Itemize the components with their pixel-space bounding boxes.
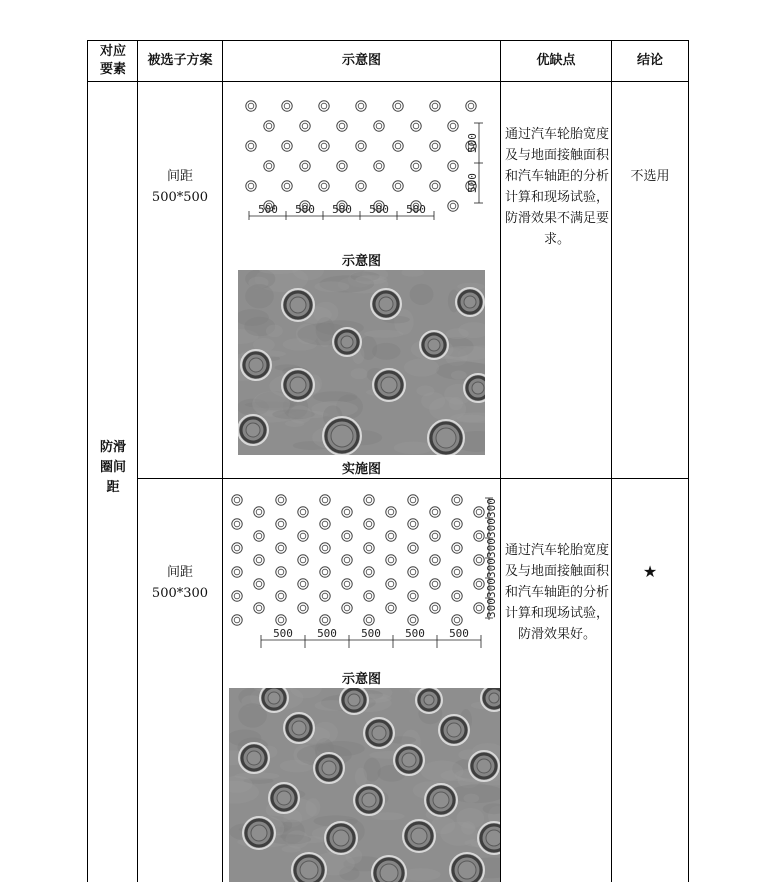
ring-inner (388, 557, 394, 563)
dimension-label: 300 (485, 598, 498, 618)
ring-inner (376, 123, 382, 129)
ring-inner (454, 545, 460, 551)
ring-inner (321, 103, 327, 109)
ring-inner (278, 593, 284, 599)
ring-outer (364, 567, 374, 577)
ring-outer (364, 495, 374, 505)
ring-inner (476, 509, 482, 515)
ring-inner (376, 163, 382, 169)
ring-inner (432, 605, 438, 611)
ring-outer (282, 141, 292, 151)
concrete-mottle (364, 330, 404, 338)
ring-inner (410, 569, 416, 575)
ring-outer (474, 555, 484, 565)
ring-inner (339, 123, 345, 129)
ring-outer (300, 121, 310, 131)
ring-inner (284, 183, 290, 189)
ring-outer (452, 591, 462, 601)
merged-element-label: 防滑圈间距 (99, 440, 126, 495)
ring-inner (388, 533, 394, 539)
ring-outer (254, 531, 264, 541)
ring-inner (322, 545, 328, 551)
ring-inner (454, 569, 460, 575)
header-conclusion: 结论 (636, 52, 663, 68)
ring-outer (232, 519, 242, 529)
ring-outer (232, 543, 242, 553)
dimension-label: 500 (332, 203, 352, 216)
row1-photo (238, 270, 485, 455)
ring-inner (248, 183, 254, 189)
ring-outer (364, 519, 374, 529)
embossed-ring-inner (381, 377, 397, 393)
concrete-mottle (355, 275, 387, 284)
row-divider (137, 478, 689, 479)
ring-inner (278, 497, 284, 503)
ring-inner (322, 521, 328, 527)
ring-outer (452, 495, 462, 505)
ring-inner (454, 617, 460, 623)
ring-inner (234, 593, 240, 599)
ring-inner (278, 569, 284, 575)
embossed-ring-inner (292, 721, 306, 735)
row1-conclusion: 不选用 (630, 169, 670, 184)
ring-inner (321, 143, 327, 149)
ring-inner (284, 103, 290, 109)
ring-outer (386, 579, 396, 589)
ring-inner (322, 593, 328, 599)
ring-outer (254, 579, 264, 589)
ring-inner (256, 557, 262, 563)
embossed-ring-inner (322, 761, 336, 775)
embossed-ring-inner (372, 726, 386, 740)
ring-outer (474, 531, 484, 541)
ring-outer (408, 543, 418, 553)
embossed-ring-inner (464, 296, 476, 308)
ring-inner (366, 617, 372, 623)
ring-inner (432, 557, 438, 563)
ring-outer (448, 201, 458, 211)
row1-diagram (239, 96, 499, 236)
row2-option-value: 500*300 (151, 586, 209, 601)
ring-outer (298, 579, 308, 589)
ring-outer (448, 121, 458, 131)
ring-inner (366, 545, 372, 551)
ring-outer (356, 141, 366, 151)
concrete-texture (229, 688, 500, 882)
ring-outer (276, 615, 286, 625)
row1-pros-cons: 通过汽车轮胎宽度及与地面接触面积和汽车轴距的分析计算和现场试验，防滑效果不满足要求。 (505, 127, 610, 247)
ring-outer (452, 519, 462, 529)
ring-inner (395, 143, 401, 149)
row1-option-label: 间距 (166, 169, 193, 184)
embossed-ring-inner (486, 830, 500, 846)
concrete-mottle (457, 283, 485, 291)
ring-outer (276, 519, 286, 529)
row1-option-value: 500*500 (151, 190, 209, 205)
ring-inner (344, 533, 350, 539)
dimension-label: 300 (485, 538, 498, 558)
ring-outer (430, 507, 440, 517)
ring-inner (454, 497, 460, 503)
ring-outer (264, 121, 274, 131)
embossed-ring-inner (268, 692, 280, 704)
row2-conclusion-star: ★ (642, 562, 658, 581)
ring-outer (356, 181, 366, 191)
ring-inner (278, 617, 284, 623)
ring-inner (366, 593, 372, 599)
concrete-mottle (463, 794, 479, 803)
row2-diagram-caption: 示意图 (341, 672, 381, 687)
ring-inner (339, 163, 345, 169)
ring-inner (450, 203, 456, 209)
table-border-right (688, 40, 689, 882)
ring-outer (320, 519, 330, 529)
embossed-ring-inner (331, 425, 353, 447)
ring-inner (413, 123, 419, 129)
ring-inner (278, 545, 284, 551)
concrete-mottle (272, 409, 314, 419)
ring-outer (282, 101, 292, 111)
ring-inner (344, 581, 350, 587)
ring-outer (408, 519, 418, 529)
ring-outer (254, 507, 264, 517)
concrete-mottle (394, 442, 433, 455)
ring-inner (266, 163, 272, 169)
ring-inner (322, 497, 328, 503)
embossed-ring-inner (246, 423, 260, 437)
dimension-label: 500 (295, 203, 315, 216)
ring-outer (320, 591, 330, 601)
dimension-label: 500 (466, 173, 479, 193)
concrete-mottle (446, 328, 469, 339)
ring-inner (388, 605, 394, 611)
concrete-mottle (355, 768, 367, 786)
ring-outer (374, 121, 384, 131)
ring-inner (450, 123, 456, 129)
ring-outer (264, 161, 274, 171)
concrete-mottle (266, 325, 283, 338)
embossed-ring-inner (277, 791, 291, 805)
ring-outer (452, 543, 462, 553)
ring-outer (408, 615, 418, 625)
dimension-label: 300 (485, 518, 498, 538)
ring-inner (410, 497, 416, 503)
ring-inner (358, 103, 364, 109)
embossed-ring-inner (362, 793, 376, 807)
ring-inner (395, 183, 401, 189)
ring-outer (393, 101, 403, 111)
embossed-ring-inner (379, 297, 393, 311)
ring-inner (278, 521, 284, 527)
header-divider (87, 81, 689, 82)
ring-outer (364, 543, 374, 553)
ring-outer (298, 555, 308, 565)
comparison-table (87, 40, 689, 882)
row2-option-label: 间距 (166, 565, 193, 580)
concrete-mottle (351, 368, 368, 379)
ring-outer (232, 591, 242, 601)
concrete-mottle (306, 798, 321, 817)
dimension-label: 500 (449, 627, 469, 640)
ring-inner (300, 533, 306, 539)
ring-inner (454, 593, 460, 599)
ring-outer (246, 181, 256, 191)
ring-inner (432, 509, 438, 515)
embossed-ring-inner (251, 825, 267, 841)
ring-outer (254, 555, 264, 565)
dimension-label: 500 (466, 133, 479, 153)
ring-outer (408, 567, 418, 577)
ring-inner (410, 593, 416, 599)
ring-outer (319, 181, 329, 191)
ring-outer (386, 531, 396, 541)
embossed-ring-inner (247, 751, 261, 765)
ring-outer (276, 495, 286, 505)
ring-outer (474, 579, 484, 589)
ring-inner (322, 569, 328, 575)
ring-inner (358, 143, 364, 149)
ring-inner (432, 183, 438, 189)
ring-outer (276, 591, 286, 601)
ring-inner (410, 617, 416, 623)
ring-outer (452, 567, 462, 577)
embossed-ring-inner (249, 358, 263, 372)
ring-outer (364, 615, 374, 625)
ring-outer (337, 161, 347, 171)
ring-outer (320, 567, 330, 577)
ring-inner (395, 103, 401, 109)
embossed-ring-inner (458, 861, 476, 879)
ring-inner (344, 605, 350, 611)
dimension-label: 500 (369, 203, 389, 216)
ring-inner (266, 123, 272, 129)
header-element: 对应要素 (99, 43, 126, 77)
ring-outer (276, 567, 286, 577)
ring-inner (358, 183, 364, 189)
ring-inner (321, 183, 327, 189)
embossed-ring-inner (489, 693, 499, 703)
concrete-mottle (451, 371, 467, 380)
ring-outer (430, 603, 440, 613)
embossed-ring-inner (436, 428, 456, 448)
ring-outer (430, 141, 440, 151)
ring-outer (232, 495, 242, 505)
ring-outer (298, 507, 308, 517)
ring-inner (450, 163, 456, 169)
embossed-ring-inner (428, 339, 440, 351)
ring-inner (432, 581, 438, 587)
embossed-ring-inner (411, 828, 427, 844)
embossed-ring-inner (477, 759, 491, 773)
concrete-mottle (457, 808, 485, 829)
ring-outer (254, 603, 264, 613)
embossed-ring-inner (333, 830, 349, 846)
ring-inner (300, 581, 306, 587)
embossed-ring-inner (380, 864, 398, 882)
embossed-ring-inner (402, 753, 416, 767)
ring-inner (256, 509, 262, 515)
ring-outer (342, 555, 352, 565)
ring-outer (298, 531, 308, 541)
ring-outer (342, 531, 352, 541)
ring-outer (386, 555, 396, 565)
ring-inner (410, 545, 416, 551)
ring-inner (432, 533, 438, 539)
embossed-ring-inner (433, 792, 449, 808)
dimension-label: 500 (361, 627, 381, 640)
embossed-ring-inner (472, 382, 484, 394)
table-border-left (87, 40, 88, 882)
ring-inner (476, 581, 482, 587)
dimension-label: 300 (485, 558, 498, 578)
ring-inner (366, 497, 372, 503)
ring-outer (386, 507, 396, 517)
ring-inner (234, 569, 240, 575)
ring-inner (234, 545, 240, 551)
ring-outer (298, 603, 308, 613)
ring-outer (320, 615, 330, 625)
dimension-label: 500 (406, 203, 426, 216)
concrete-mottle (402, 868, 441, 881)
ring-outer (386, 603, 396, 613)
ring-outer (276, 543, 286, 553)
concrete-mottle (421, 761, 464, 782)
ring-outer (246, 141, 256, 151)
ring-outer (342, 507, 352, 517)
ring-inner (284, 143, 290, 149)
ring-inner (256, 533, 262, 539)
dimension-label: 300 (485, 498, 498, 518)
dimension-label: 500 (405, 627, 425, 640)
ring-inner (366, 569, 372, 575)
header-pros-cons: 优缺点 (536, 52, 576, 68)
ring-inner (302, 123, 308, 129)
concrete-texture (238, 270, 485, 455)
row2-diagram (227, 490, 499, 660)
ring-outer (337, 121, 347, 131)
ring-inner (476, 533, 482, 539)
ring-outer (342, 603, 352, 613)
row1-option (138, 166, 222, 208)
ring-inner (388, 509, 394, 515)
dimension-label: 500 (258, 203, 278, 216)
ring-inner (388, 581, 394, 587)
ring-outer (474, 507, 484, 517)
ring-inner (322, 617, 328, 623)
ring-outer (320, 495, 330, 505)
ring-outer (319, 101, 329, 111)
ring-outer (430, 531, 440, 541)
row1-diagram-caption: 示意图 (341, 254, 381, 269)
row1-photo-caption: 实施图 (341, 462, 381, 477)
ring-outer (430, 579, 440, 589)
dimension-label: 300 (485, 578, 498, 598)
ring-inner (248, 143, 254, 149)
ring-inner (454, 521, 460, 527)
ring-outer (408, 495, 418, 505)
ring-inner (256, 581, 262, 587)
embossed-ring-inner (300, 861, 318, 879)
ring-inner (248, 103, 254, 109)
ring-inner (468, 103, 474, 109)
ring-outer (342, 579, 352, 589)
row2-option (138, 562, 222, 604)
ring-inner (300, 557, 306, 563)
ring-outer (393, 141, 403, 151)
ring-outer (430, 101, 440, 111)
embossed-ring-inner (341, 336, 353, 348)
concrete-mottle (404, 358, 439, 376)
embossed-ring-inner (424, 695, 434, 705)
ring-outer (466, 101, 476, 111)
embossed-ring-inner (348, 694, 360, 706)
ring-outer (448, 161, 458, 171)
ring-outer (300, 161, 310, 171)
ring-outer (232, 615, 242, 625)
ring-outer (232, 567, 242, 577)
embossed-ring-inner (290, 377, 306, 393)
row2-photo (229, 688, 500, 882)
ring-inner (476, 557, 482, 563)
header-option: 被选子方案 (147, 52, 213, 68)
ring-inner (410, 521, 416, 527)
row2-pros-cons: 通过汽车轮胎宽度及与地面接触面积和汽车轴距的分析计算和现场试验，防滑效果好。 (505, 543, 610, 642)
ring-inner (413, 163, 419, 169)
concrete-mottle (314, 281, 349, 292)
ring-outer (430, 181, 440, 191)
ring-outer (411, 161, 421, 171)
ring-inner (432, 103, 438, 109)
concrete-mottle (410, 284, 434, 305)
ring-inner (300, 605, 306, 611)
ring-inner (302, 163, 308, 169)
ring-inner (344, 509, 350, 515)
header-diagram: 示意图 (341, 52, 381, 68)
ring-outer (474, 603, 484, 613)
ring-inner (234, 521, 240, 527)
ring-outer (411, 121, 421, 131)
ring-outer (374, 161, 384, 171)
ring-outer (364, 591, 374, 601)
ring-outer (320, 543, 330, 553)
ring-outer (356, 101, 366, 111)
ring-inner (366, 521, 372, 527)
ring-inner (234, 497, 240, 503)
ring-inner (432, 143, 438, 149)
ring-inner (300, 509, 306, 515)
ring-outer (246, 101, 256, 111)
ring-outer (393, 181, 403, 191)
column-divider-3 (500, 40, 501, 882)
embossed-ring-inner (290, 297, 306, 313)
ring-outer (319, 141, 329, 151)
ring-outer (408, 591, 418, 601)
ring-inner (234, 617, 240, 623)
dimension-label: 500 (317, 627, 337, 640)
ring-outer (430, 555, 440, 565)
embossed-ring-inner (447, 723, 461, 737)
dimension-label: 500 (273, 627, 293, 640)
ring-outer (452, 615, 462, 625)
ring-outer (282, 181, 292, 191)
ring-inner (256, 605, 262, 611)
ring-inner (344, 557, 350, 563)
concrete-mottle (245, 284, 274, 308)
ring-inner (476, 605, 482, 611)
